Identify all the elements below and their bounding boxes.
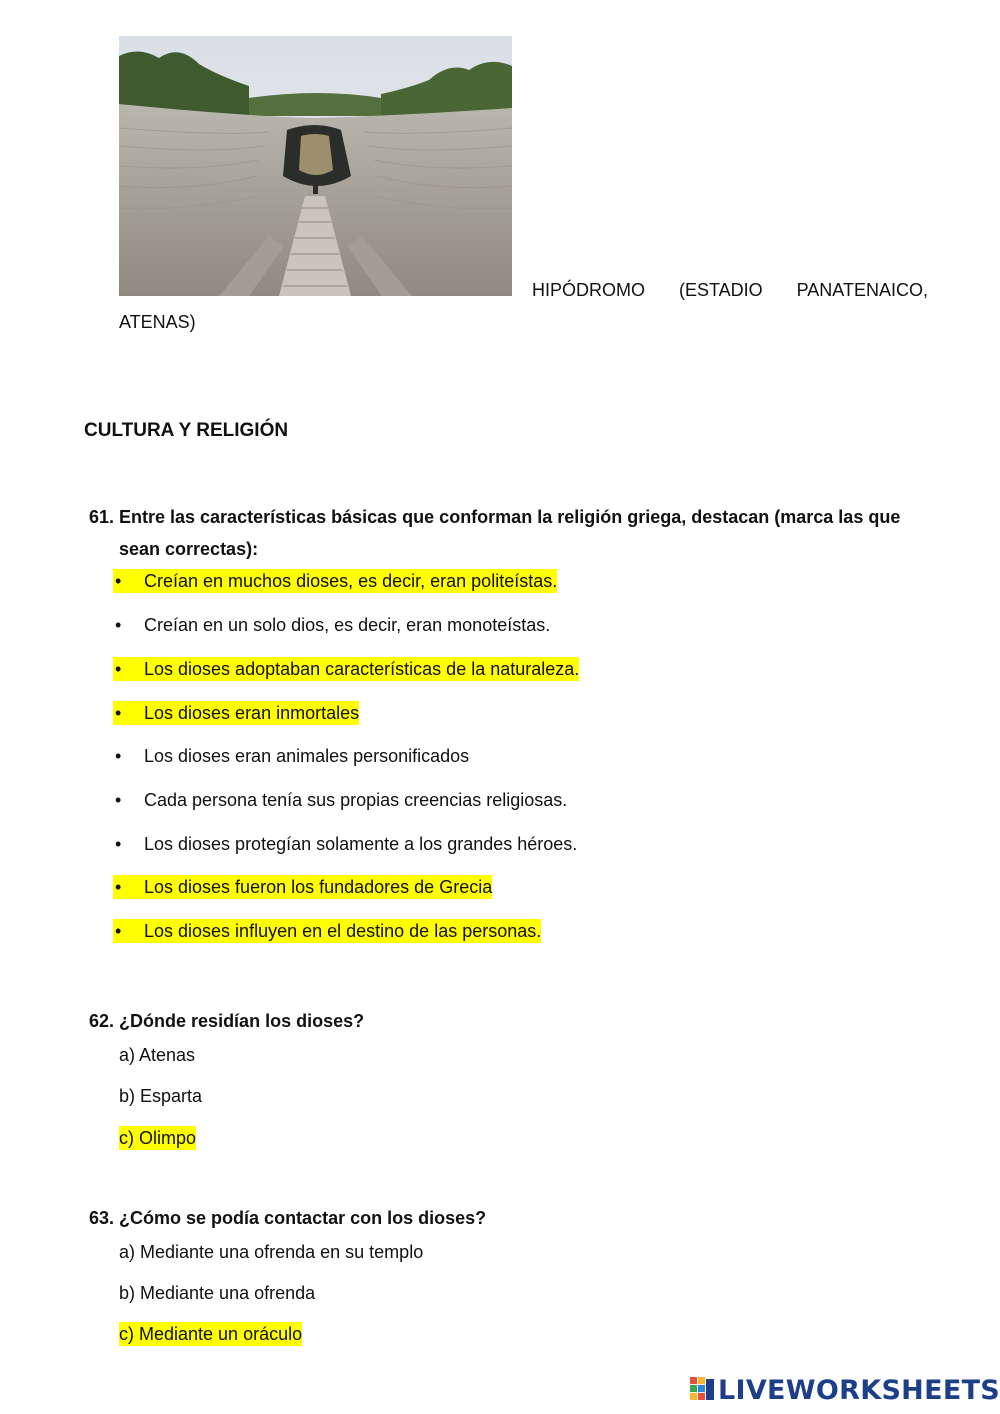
question-text: Entre las características básicas que conforman la religión griega, destacan (marca las que sean correctas): bbox=[119, 507, 901, 559]
option-item[interactable] bbox=[113, 919, 541, 943]
bullet-icon: • bbox=[113, 703, 144, 724]
option-item[interactable] bbox=[113, 613, 550, 637]
option-item[interactable] bbox=[113, 744, 469, 768]
stadium-photo bbox=[119, 36, 512, 296]
liveworksheets-logo bbox=[690, 1373, 1000, 1407]
answer-option[interactable]: a) Atenas bbox=[119, 1045, 196, 1065]
option-text: Los dioses adoptaban características de la naturaleza. bbox=[144, 658, 580, 679]
option-text: Los dioses eran inmortales bbox=[144, 702, 360, 723]
option-text: Los dioses influyen en el destino de las personas. bbox=[144, 920, 542, 941]
question-61 bbox=[89, 501, 949, 565]
liveworksheets-logo-icon bbox=[690, 1375, 716, 1405]
option-text: Los dioses protegían solamente a los grandes héroes. bbox=[144, 833, 578, 854]
bullet-icon: • bbox=[113, 659, 144, 680]
caption-word-3: PANATENAICO, bbox=[796, 280, 928, 300]
bullet-icon: • bbox=[113, 921, 144, 942]
photo-caption-line1 bbox=[532, 280, 928, 301]
bullet-icon: • bbox=[115, 833, 122, 854]
answer-option[interactable]: c) Olimpo bbox=[119, 1128, 197, 1148]
question-number: 62. bbox=[89, 1011, 115, 1031]
bullet-icon: • bbox=[115, 745, 122, 766]
option-item[interactable] bbox=[113, 875, 492, 899]
logo-text: LIVEWORKSHEETS bbox=[718, 1374, 1000, 1406]
option-text: Los dioses fueron los fundadores de Grecia bbox=[144, 876, 493, 897]
question-number: 63. bbox=[89, 1208, 115, 1228]
option-text: Cada persona tenía sus propias creencias religiosas. bbox=[144, 789, 568, 810]
option-item[interactable] bbox=[113, 788, 567, 812]
question-text: ¿Dónde residían los dioses? bbox=[119, 1011, 365, 1031]
caption-word-1: HIPÓDROMO bbox=[532, 280, 646, 300]
bullet-icon: • bbox=[113, 571, 144, 592]
caption-word-2: (ESTADIO bbox=[678, 280, 763, 300]
question-text: ¿Cómo se podía contactar con los dioses? bbox=[119, 1208, 487, 1228]
bullet-icon: • bbox=[115, 789, 122, 810]
option-item[interactable] bbox=[113, 701, 359, 725]
option-text: Creían en muchos dioses, es decir, eran politeístas. bbox=[144, 570, 558, 591]
bullet-icon: • bbox=[113, 877, 144, 898]
answer-option[interactable]: a) Mediante una ofrenda en su templo bbox=[119, 1242, 424, 1262]
section-title: CULTURA Y RELIGIÓN bbox=[84, 420, 289, 441]
question-62 bbox=[89, 1011, 364, 1032]
photo-caption-line2: ATENAS) bbox=[119, 312, 196, 332]
bullet-icon: • bbox=[115, 614, 122, 635]
option-text: Los dioses eran animales personificados bbox=[144, 745, 470, 766]
option-text: Creían en un solo dios, es decir, eran monoteístas. bbox=[144, 614, 551, 635]
answer-option[interactable]: b) Esparta bbox=[119, 1086, 203, 1106]
question-number: 61. bbox=[89, 507, 115, 527]
option-item[interactable] bbox=[113, 569, 557, 593]
answer-option[interactable]: b) Mediante una ofrenda bbox=[119, 1283, 316, 1303]
option-item[interactable] bbox=[113, 657, 579, 681]
question-63 bbox=[89, 1208, 486, 1229]
option-item[interactable] bbox=[113, 832, 577, 856]
answer-option[interactable]: c) Mediante un oráculo bbox=[119, 1324, 303, 1344]
